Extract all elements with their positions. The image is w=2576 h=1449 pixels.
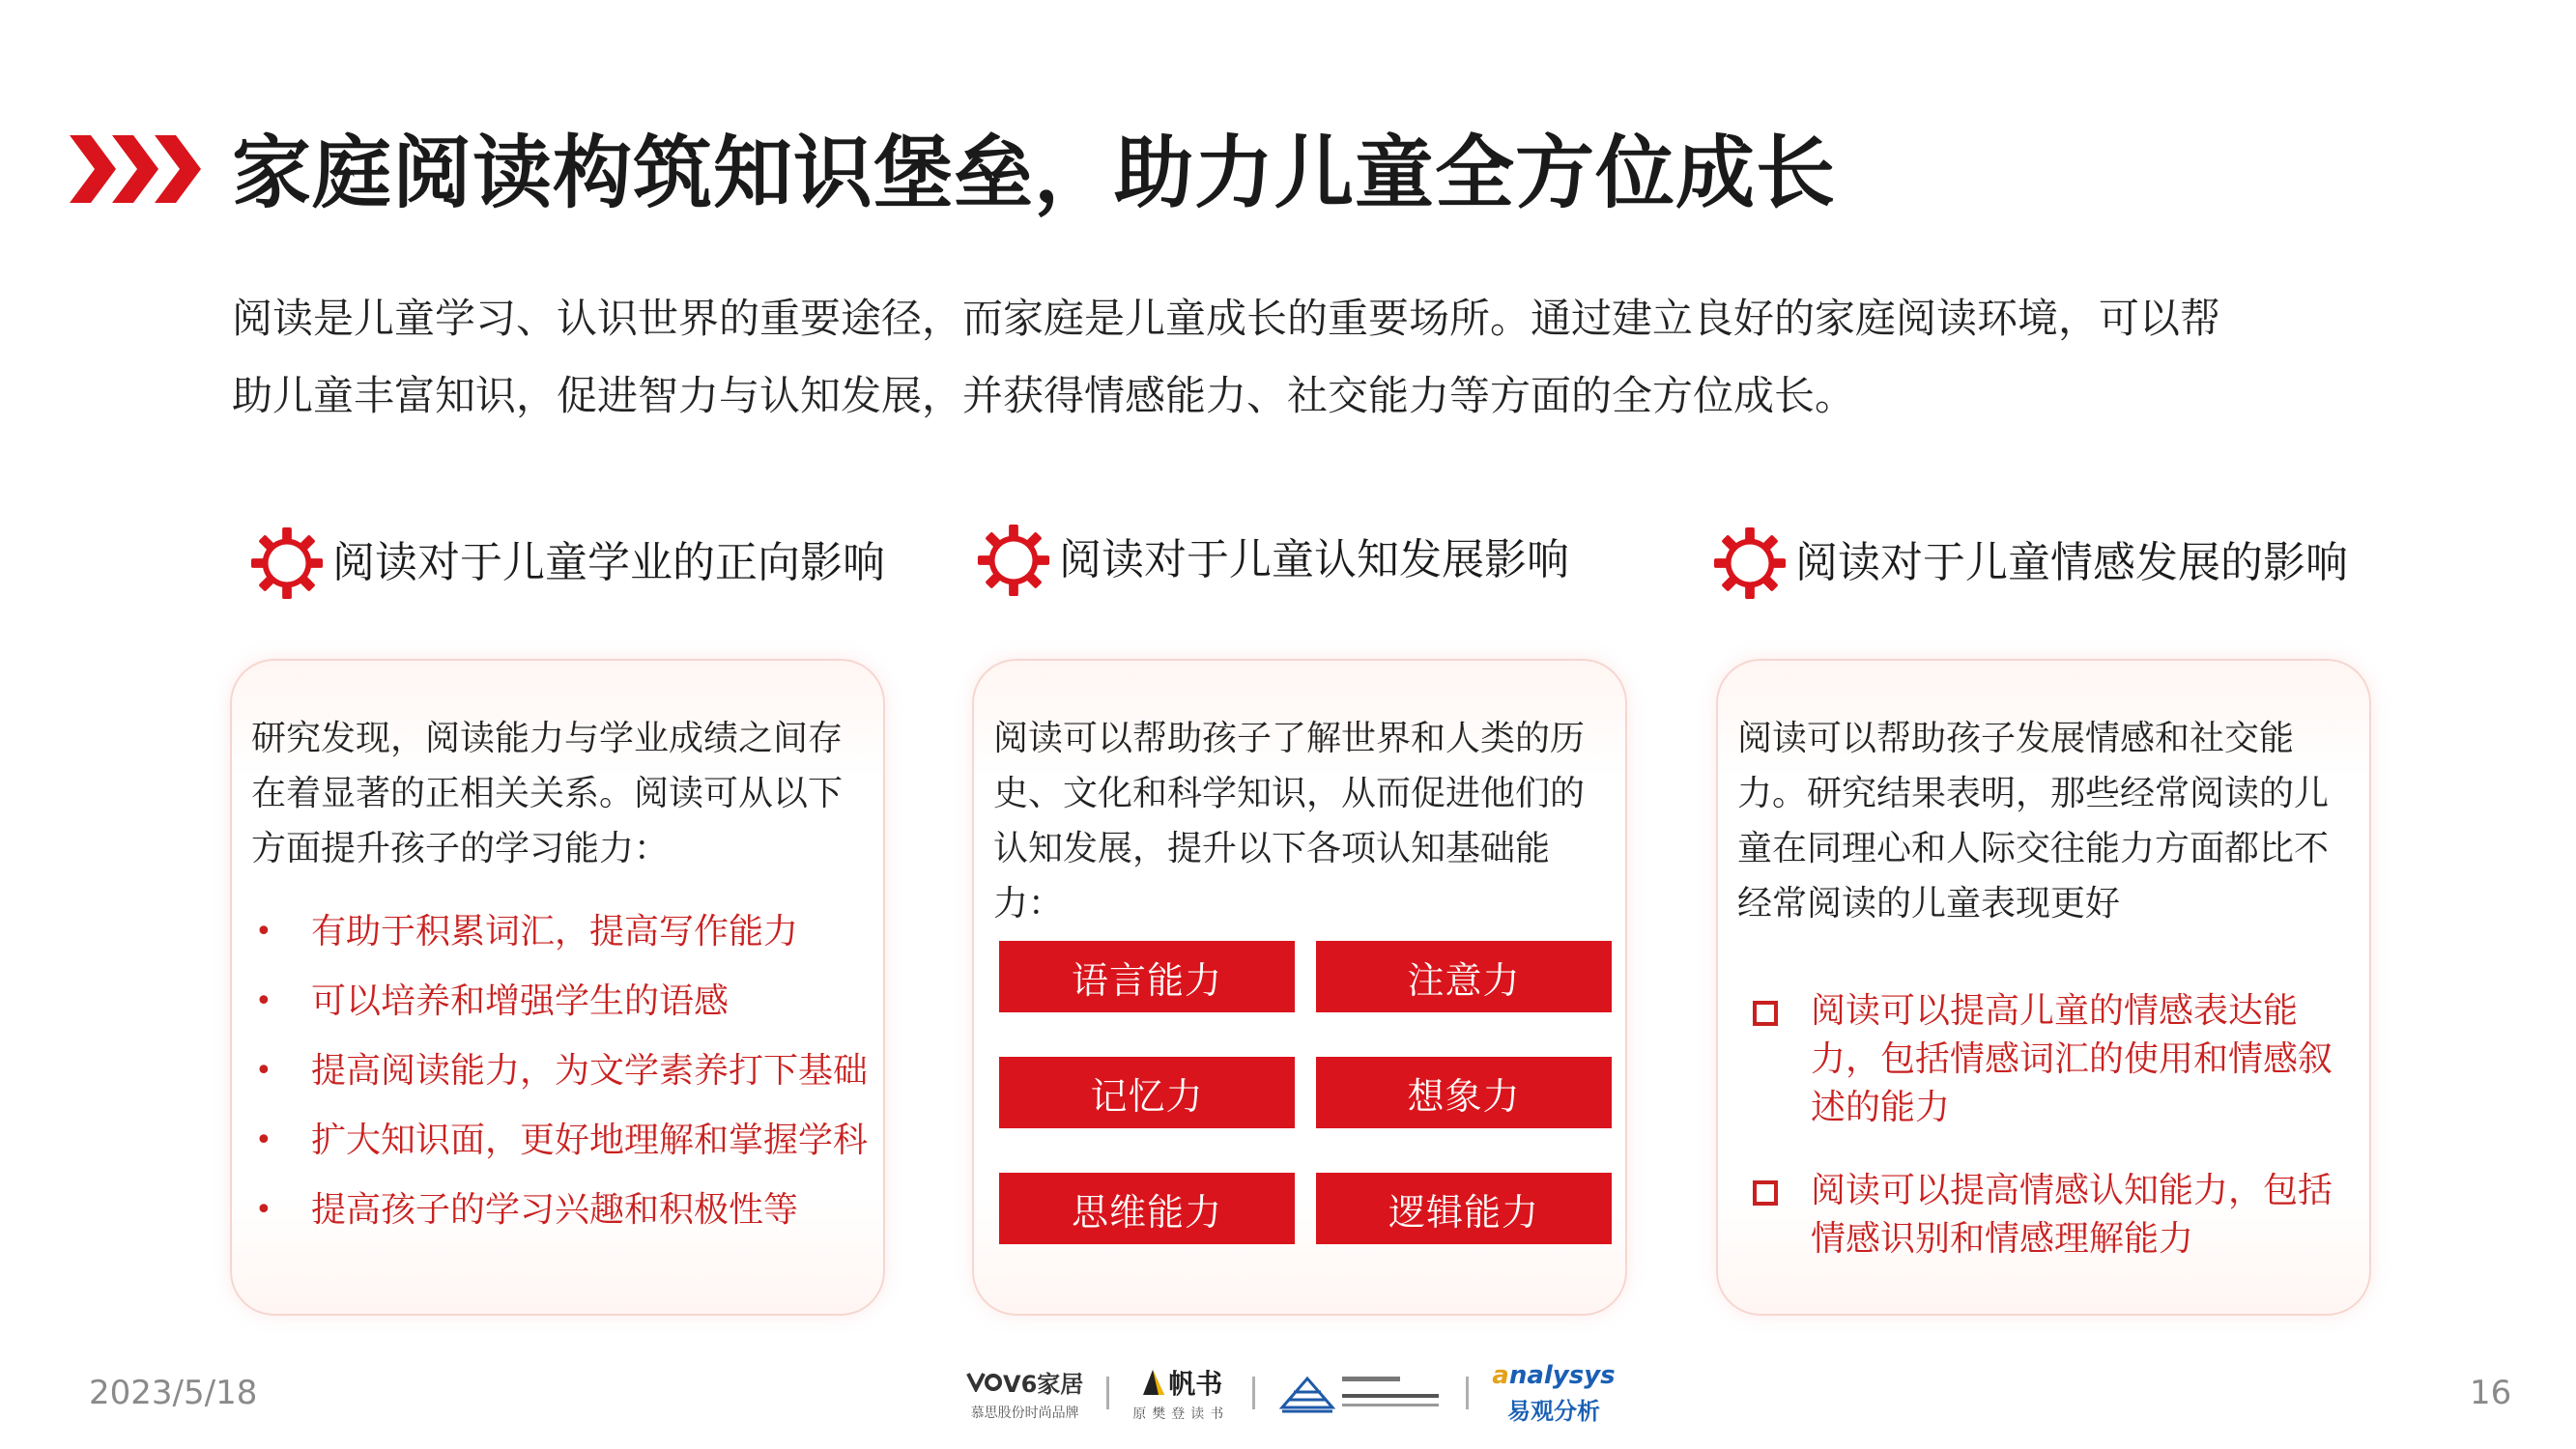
section-heading-text: 阅读对于儿童认知发展影响: [1059, 535, 1569, 584]
card-body-text: 阅读可以帮助孩子发展情感和社交能力。研究结果表明，那些经常阅读的儿童在同理心和人际交往能力方面都比不经常阅读的儿童表现更好: [1737, 719, 2330, 923]
list-item: • 提高孩子的学习兴趣和积极性等: [251, 1176, 870, 1245]
library-emblem-icon: [1278, 1369, 1443, 1417]
fanshu-logo: 帆书 原樊登读书: [1132, 1368, 1230, 1422]
ability-tag-logic: 逻辑能力: [1316, 1173, 1612, 1244]
footer-date: 2023/5/18: [89, 1374, 258, 1412]
logo-divider: [1466, 1377, 1469, 1409]
library-logo: [1278, 1369, 1443, 1417]
ability-tag-attention: 注意力: [1316, 941, 1612, 1012]
list-item: 阅读可以提高儿童的情感表达能力，包括情感词汇的使用和情感叙述的能力: [1737, 987, 2365, 1132]
section-heading-text: 阅读对于儿童学业的正向影响: [332, 538, 885, 587]
chevron-right-icon: [70, 135, 205, 203]
card-body-text: 阅读可以帮助孩子了解世界和人类的历史、文化和科学知识，从而促进他们的认知发展，提升以下各项认知基础能力：: [993, 719, 1586, 923]
card-body-text: 研究发现，阅读能力与学业成绩之间存在着显著的正相关关系。阅读可从以下方面提升孩子的学习能力：: [251, 719, 844, 868]
ability-tag-language: 语言能力: [999, 941, 1295, 1012]
gear-icon: [976, 523, 1051, 598]
section-heading-cognitive: [976, 517, 1569, 604]
analysys-logo: analysys 易观分析: [1492, 1360, 1616, 1425]
bullet-dot-icon: •: [255, 1054, 272, 1088]
page-title: 家庭阅读构筑知识堡垒，助力儿童全方位成长: [232, 128, 1837, 219]
logo-divider: [1252, 1377, 1255, 1409]
card-cognitive: [972, 659, 1627, 1316]
section-heading-emotional: [1712, 520, 2348, 607]
page-number: 16: [2470, 1374, 2512, 1412]
gear-icon: [1712, 526, 1788, 601]
list-item: • 有助于积累词汇，提高写作能力: [251, 897, 870, 967]
checkbox-square-icon: [1753, 1180, 1778, 1206]
bullet-dot-icon: •: [255, 1193, 272, 1227]
ability-grid: [999, 941, 1614, 1244]
list-item: • 扩大知识面，更好地理解和掌握学科: [251, 1106, 870, 1176]
bullet-dot-icon: •: [255, 1123, 272, 1157]
bullet-dot-icon: •: [255, 915, 272, 949]
bullet-list: [251, 897, 870, 1245]
checkbox-square-icon: [1753, 1001, 1778, 1026]
intro-line: 阅读是儿童学习、认识世界的重要途径，而家庭是儿童成长的重要场所。通过建立良好的家庭阅读环境，可以帮: [232, 295, 2221, 342]
fanshu-mark-icon: [1139, 1368, 1168, 1397]
gear-icon: [249, 526, 325, 601]
partner-logos: [966, 1354, 1643, 1432]
ability-tag-thinking: 思维能力: [999, 1173, 1295, 1244]
section-heading-academic: [249, 520, 885, 607]
list-item: 阅读可以提高情感认知能力，包括情感识别和情感理解能力: [1737, 1167, 2365, 1264]
section-heading-text: 阅读对于儿童情感发展的影响: [1795, 538, 2348, 587]
square-list: [1737, 987, 2365, 1298]
ability-tag-imagination: 想象力: [1316, 1057, 1612, 1128]
intro-line: 助儿童丰富知识，促进智力与认知发展，并获得情感能力、社交能力等方面的全方位成长。: [232, 372, 1856, 419]
ability-tag-memory: 记忆力: [999, 1057, 1295, 1128]
intro-paragraph: [232, 280, 2387, 435]
list-item: • 可以培养和增强学生的语感: [251, 967, 870, 1037]
v6-logo: V6家居 慕思股份时尚品牌: [966, 1365, 1083, 1422]
card-academic: [230, 659, 885, 1316]
v6-mark-icon: [966, 1371, 1003, 1392]
bullet-dot-icon: •: [255, 984, 272, 1018]
logo-divider: [1106, 1377, 1109, 1409]
list-item: • 提高阅读能力，为文学素养打下基础: [251, 1037, 870, 1106]
card-emotional: [1716, 659, 2371, 1316]
